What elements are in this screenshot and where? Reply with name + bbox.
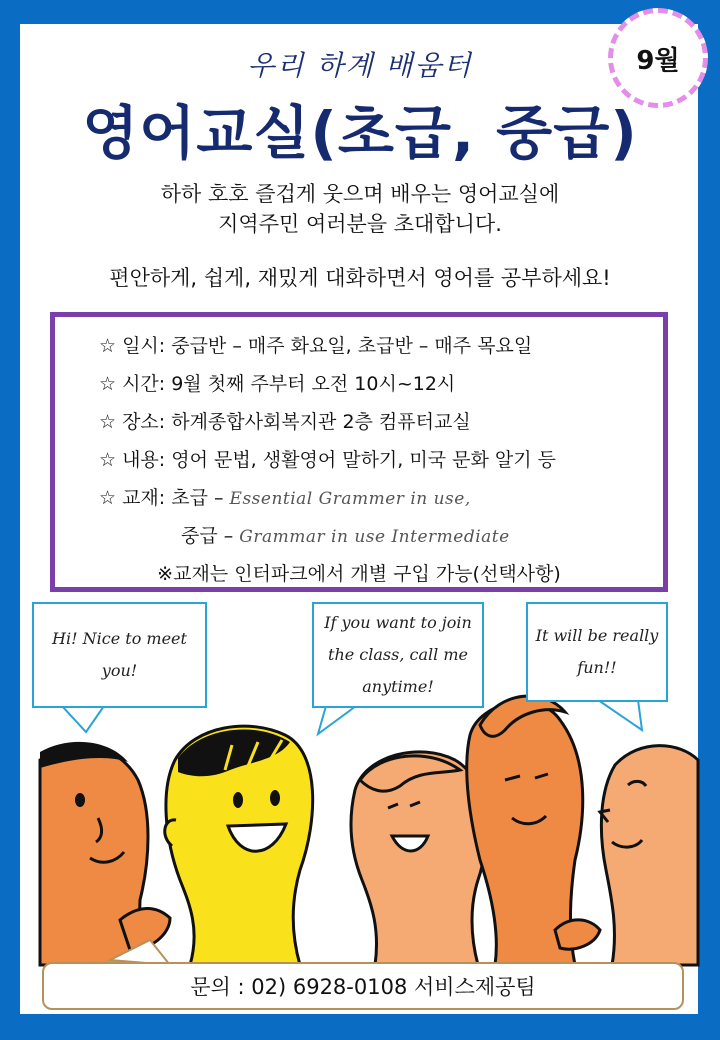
textbook-intermediate: Grammar in use Intermediate xyxy=(239,527,510,547)
person-left xyxy=(40,742,170,965)
contact-footer: 문의 : 02) 6928-0108 서비스제공팀 xyxy=(42,962,684,1010)
intro-line-2: 지역주민 여러분을 초대합니다. xyxy=(218,212,502,236)
bubble-tail-left xyxy=(62,706,104,732)
intro-line-3: 편안하게, 쉽게, 재밌게 대화하면서 영어를 공부하세요! xyxy=(109,266,611,290)
textbook-inter-label: 중급 – xyxy=(181,525,234,547)
info-place: ☆ 장소: 하계종합사회복지관 2층 컴퓨터교실 xyxy=(99,411,471,433)
info-date: ☆ 일시: 중급반 – 매주 화요일, 초급반 – 매주 목요일 xyxy=(99,335,533,357)
textbook-beginner: Essential Grammer in use, xyxy=(229,489,471,509)
bubble-tail-right xyxy=(598,700,642,730)
poster-title: 영어교실(초급, 중급) xyxy=(82,99,638,167)
poster-subtitle: 우리 하계 배움터 xyxy=(247,49,473,82)
month-badge-label: 9월 xyxy=(636,45,680,76)
info-time: ☆ 시간: 9월 첫째 주부터 오전 10시~12시 xyxy=(99,373,456,395)
bubble-tail-middle xyxy=(318,706,356,734)
person-yellow xyxy=(165,726,313,965)
speech-bubble-middle xyxy=(312,602,484,708)
speech-bubble-middle-text: If you want to join the class, call me anytime! xyxy=(324,613,472,696)
intro-line-1: 하하 호호 즐겁게 웃으며 배우는 영어교실에 xyxy=(160,182,560,206)
speech-bubble-right-text: It will be really fun!! xyxy=(535,626,659,677)
textbook-label: ☆ 교재: 초급 – xyxy=(99,487,224,509)
info-note: ※교재는 인터파크에서 개별 구입 가능(선택사항) xyxy=(157,563,561,585)
info-content: ☆ 내용: 영어 문법, 생활영어 말하기, 미국 문화 알기 등 xyxy=(99,449,556,471)
speech-bubble-left-text: Hi! Nice to meet you! xyxy=(52,629,187,680)
person-right xyxy=(600,746,698,965)
person-back xyxy=(467,696,600,965)
speech-bubble-left xyxy=(32,602,207,708)
speech-bubble-right xyxy=(526,602,668,702)
